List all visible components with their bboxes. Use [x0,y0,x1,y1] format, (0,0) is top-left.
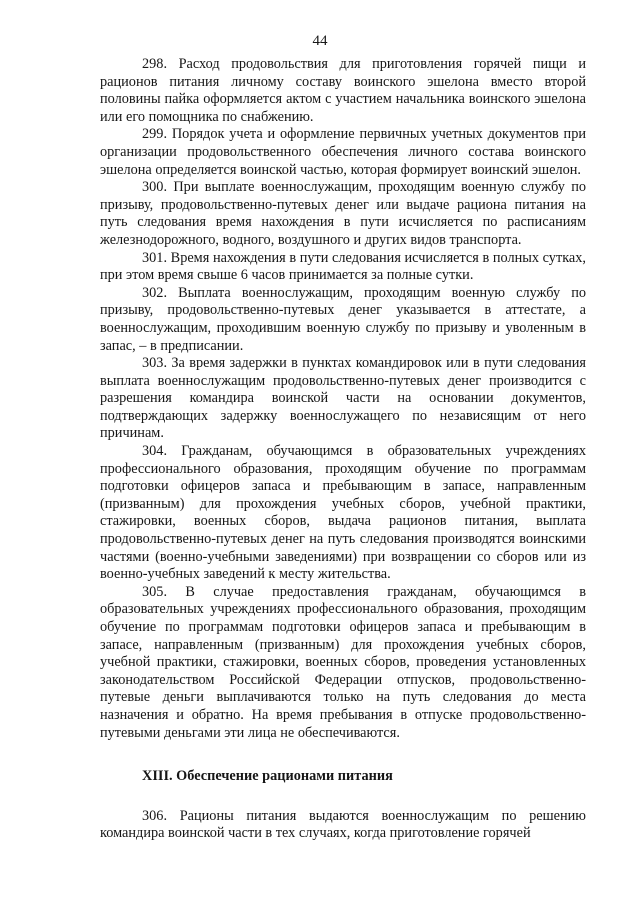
paragraph-306: 306. Рационы питания выдаются военнослужащим по решению командира воинской части в тех случаях, когда приготовление горячей [100,807,586,842]
paragraph-303: 303. За время задержки в пунктах командировок или в пути следования выплата военнослужащим продовольственно-путевых денег производится с разрешения командира воинской части на основании документов, подтверждающих задержку военнослужащего по независящим от него причинам. [100,355,586,442]
paragraph-299: 299. Порядок учета и оформление первичных учетных документов при организации продовольственного обеспечения личного состава воинского эшелона определяется воинской частью, которая формирует воинский эшелон. [100,126,586,178]
paragraph-305: 305. В случае предоставления гражданам, обучающимся в образовательных учреждениях профессионального образования, проходящим обучение по программам подготовки офицеров запаса и пребывающим в запасе, направленным (призванным) для прохождения учебных сборов, учебной практики, стажировки, военных сборов, проведения установленных законодательством Российской Федерации отпусков, продовольственно-путевые деньги выплачиваются только на путь следования до места назначения и обратно. На время пребывания в отпуске продовольственно-путевыми деньгами эти лица не обеспечиваются. [100,583,586,741]
paragraph-304: 304. Гражданам, обучающимся в образовательных учреждениях профессионального образования, проходящим обучение по программам подготовки офицеров запаса и пребывающим в запасе, направленным (призванным) для прохождения учебных сборов, учебной практики, стажировки, военных сборов, выдача рационов питания, выплата продовольственно-путевых денег на путь следования производятся воинскими частями (военно-учебными заведениями) при возвращении со сборов или из военно-учебных заведений к месту жительства. [100,443,586,583]
paragraph-302: 302. Выплата военнослужащим, проходящим военную службу по призыву, продовольственно-путевых денег указывается в аттестате, а военнослужащим, проходившим военную службу по призыву и уволенным в запас, – в предписании. [100,284,586,354]
paragraph-300: 300. При выплате военнослужащим, проходящим военную службу по призыву, продовольственно-путевых денег или выдаче рациона питания на путь следования время нахождения в пути исчисляется по расписаниям железнодорожного, водного, воздушного и других видов транспорта. [100,179,586,248]
paragraph-298: 298. Расход продовольствия для приготовления горячей пищи и рационов питания личному составу воинского эшелона вместо второй половины пайка оформляется актом с участием начальника воинского эшелона или его помощника по снабжению. [100,56,586,125]
section-heading: XIII. Обеспечение рационами питания [142,768,393,785]
body-text [100,56,586,843]
paragraph-301: 301. Время нахождения в пути следования исчисляется в полных сутках, при этом время свыше 6 часов принимается за полные сутки. [100,249,586,284]
page-number: 44 [312,33,328,49]
